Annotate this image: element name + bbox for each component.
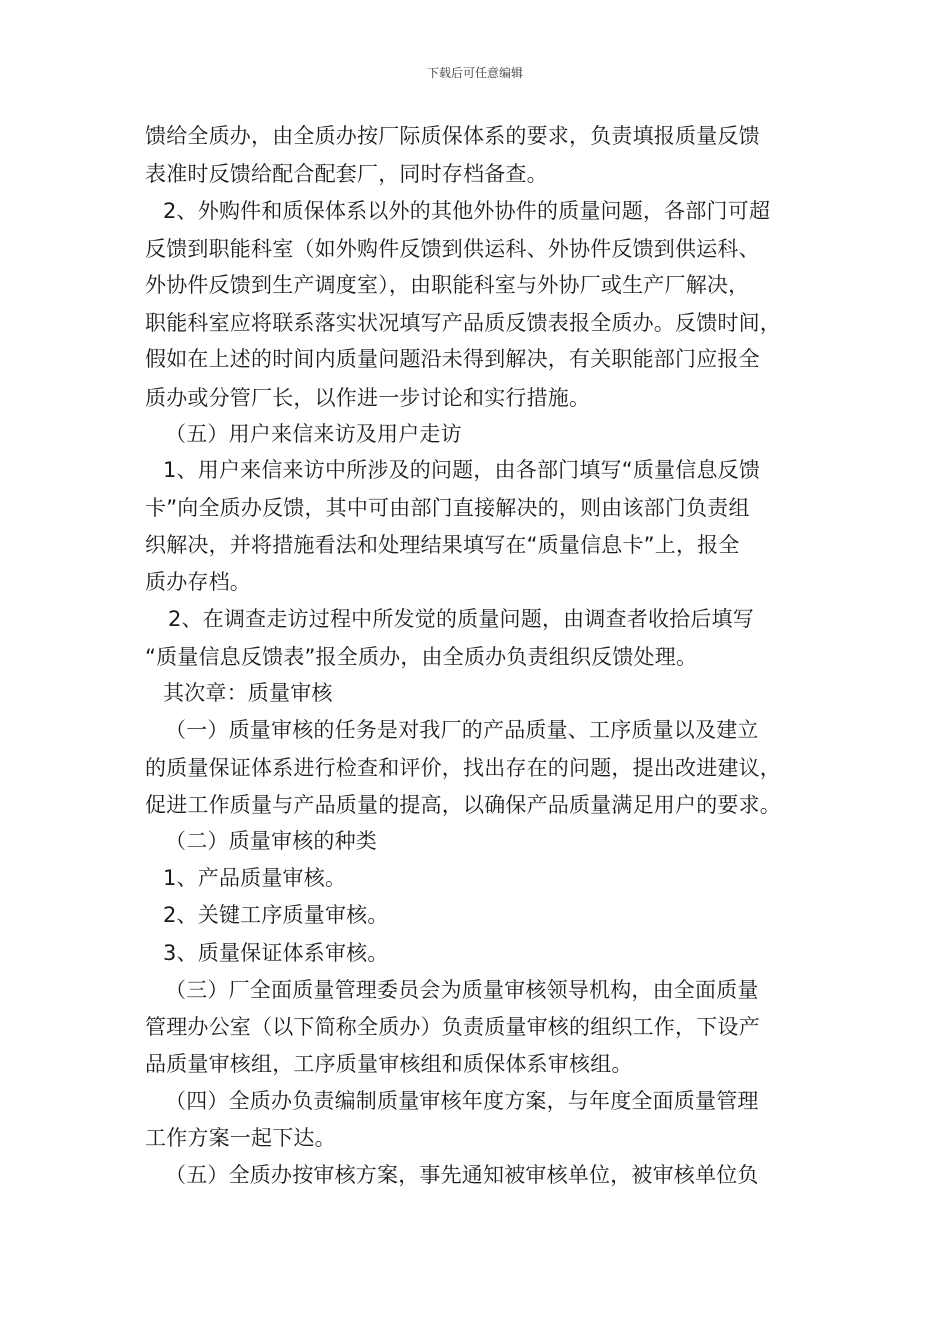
section-heading: （五）用户来信来访及用户走访 xyxy=(165,422,462,446)
text-line: 假如在上述的时间内质量问题沿未得到解决，有关职能部门应报全 xyxy=(145,347,760,371)
list-item: 3、质量保证体系审核。 xyxy=(163,941,389,965)
text-line: （三）厂全面质量管理委员会为质量审核领导机构，由全面质量 xyxy=(165,978,759,1002)
text-line: 馈给全质办，由全质办按厂际质保体系的要求，负责填报质量反馈 xyxy=(145,124,760,148)
text-line: 表准时反馈给配合配套厂，同时存档备查。 xyxy=(145,162,548,186)
chapter-heading: 其次章：质量审核 xyxy=(163,681,333,705)
text-line: 2、外购件和质保体系以外的其他外协件的质量问题，各部门可超 xyxy=(163,199,771,223)
text-line: 的质量保证体系进行检查和评价，找出存在的问题，提出改进建议， xyxy=(145,756,781,780)
text-line: 反馈到职能科室（如外购件反馈到供运科、外协件反馈到供运科、 xyxy=(145,237,760,261)
text-line: 质办或分管厂长，以作进一步讨论和实行措施。 xyxy=(145,386,591,410)
text-line: （四）全质办负责编制质量审核年度方案，与年度全面质量管理 xyxy=(165,1089,759,1113)
text-line: （一）质量审核的任务是对我厂的产品质量、工序质量以及建立 xyxy=(165,718,759,742)
text-line: （五）全质办按审核方案，事先通知被审核单位，被审核单位负 xyxy=(165,1163,759,1187)
list-item: 2、关键工序质量审核。 xyxy=(163,903,389,927)
text-line: 职能科室应将联系落实状况填写产品质反馈表报全质办。反馈时间， xyxy=(145,311,781,335)
text-line: 1、用户来信来访中所涉及的问题，由各部门填写“质量信息反馈 xyxy=(163,458,761,482)
section-heading: （二）质量审核的种类 xyxy=(165,829,377,853)
text-line: 管理办公室（以下简称全质办）负责质量审核的组织工作，下设产 xyxy=(145,1015,760,1039)
text-line: 2、在调查走访过程中所发觉的质量问题，由调查者收拾后填写 xyxy=(168,607,754,631)
text-line: 卡”向全质办反馈，其中可由部门直接解决的，则由该部门负责组 xyxy=(145,496,750,520)
text-line: 质办存档。 xyxy=(145,570,251,594)
page-header: 下载后可任意编辑 xyxy=(426,66,523,80)
text-line: “质量信息反馈表”报全质办，由全质办负责组织反馈处理。 xyxy=(145,645,698,669)
text-line: 品质量审核组，工序质量审核组和质保体系审核组。 xyxy=(145,1052,633,1076)
list-item: 1、产品质量审核。 xyxy=(163,866,347,890)
text-line: 外协件反馈到生产调度室），由职能科室与外协厂或生产厂解决， xyxy=(145,273,750,297)
text-line: 促进工作质量与产品质量的提高，以确保产品质量满足用户的要求。 xyxy=(145,793,781,817)
text-line: 织解决，并将措施看法和处理结果填写在“质量信息卡”上，报全 xyxy=(145,533,740,557)
text-line: 工作方案一起下达。 xyxy=(145,1126,336,1150)
